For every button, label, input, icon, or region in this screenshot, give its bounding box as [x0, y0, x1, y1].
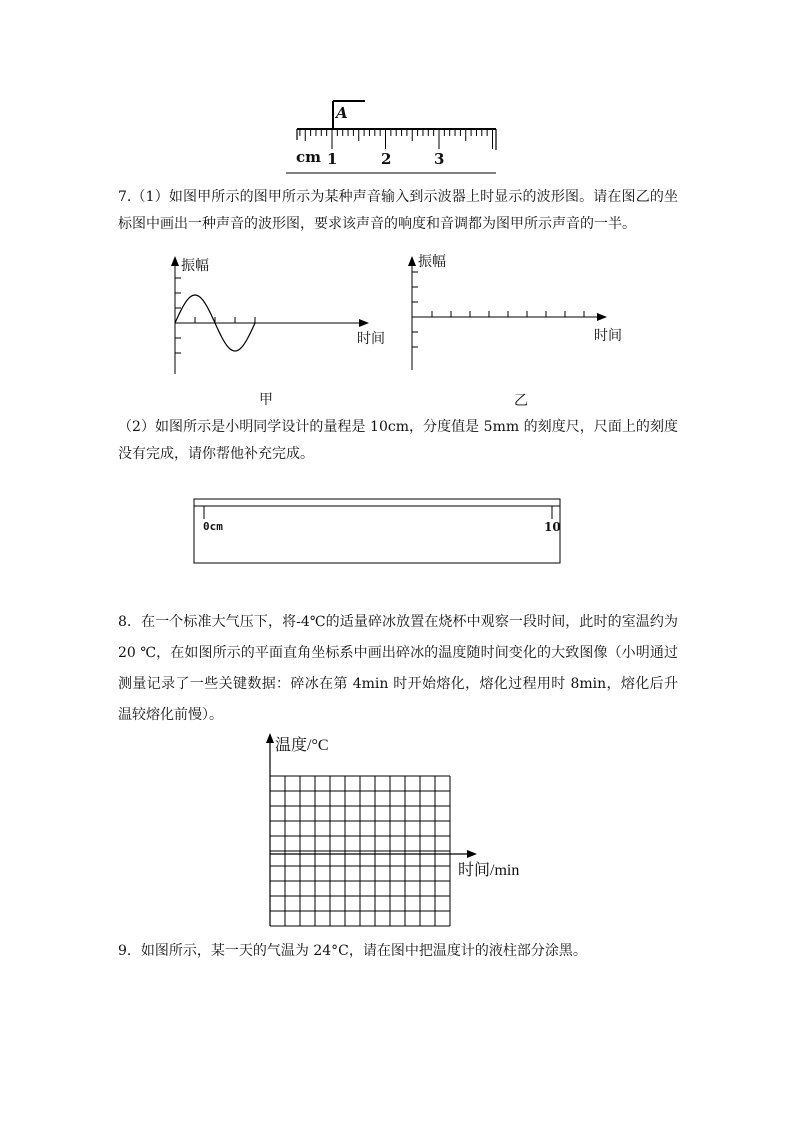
graph-b-x-label: 时间: [594, 328, 622, 344]
graph-b-svg: [0, 250, 794, 410]
graph-a-x-label: 时间: [357, 331, 385, 347]
q9-text: 9．如图所示，某一天的气温为 24°C，请在图中把温度计的液柱部分涂黑。: [118, 943, 587, 959]
ruler-figure: [0, 0, 794, 180]
ruler-unit-label: cm: [296, 148, 322, 166]
graph-b-y-arrow: [408, 256, 416, 266]
ruler-number-3: 3: [434, 150, 445, 168]
temperature-y-label: 温度/°C: [275, 737, 329, 754]
graph-b-x-arrow: [597, 313, 607, 321]
temperature-graph-svg: [0, 728, 794, 938]
ruler-figure-svg: [0, 0, 794, 180]
ruler-number-1: 1: [327, 150, 338, 168]
blank-ruler-end-label: 10: [544, 520, 561, 534]
q8-text: 8．在一个标准大气压下，将-4℃的适量碎冰放置在烧杯中观察一段时间，此时的室温约为 20 ℃，在如图所示的平面直角坐标系中画出碎冰的温度随时间变化的大致图像（小明通过测量记录了一些关键数据：碎冰在第 4min 时开始熔化，熔化过程用时 8min，熔化后升温较熔化前慢）。: [118, 614, 678, 723]
temperature-grid: [270, 776, 450, 926]
ruler-number-2: 2: [381, 150, 392, 168]
graph-b-ticks: [412, 272, 584, 347]
temperature-x-label: 时间/min: [458, 862, 520, 879]
graph-b-y-label: 振幅: [418, 254, 446, 270]
object-a-label: A: [336, 104, 348, 122]
temperature-graph: [0, 728, 794, 938]
graph-a-y-label: 振幅: [181, 258, 209, 274]
q7-part1-text: 7.（1）如图甲所示的图甲所示为某种声音输入到示波器上时显示的波形图。请在图乙的坐标图中画出一种声音的波形图，要求该声音的响度和音调都为图甲所示声音的一半。: [118, 189, 678, 232]
graph-a-caption: 甲: [259, 392, 273, 408]
blank-ruler: [0, 490, 794, 570]
blank-ruler-start-label: 0cm: [203, 520, 223, 533]
graph-b: [0, 250, 794, 410]
q7-part2-text: （2）如图所示是小明同学设计的量程是 10cm，分度值是 5mm 的刻度尺，尺面上的刻度没有完成，请你帮他补充完成。: [118, 419, 678, 462]
temperature-y-arrow: [266, 733, 274, 743]
ruler-ticks: [300, 129, 493, 149]
graph-b-caption: 乙: [514, 393, 528, 409]
blank-ruler-outline: [194, 499, 560, 563]
blank-ruler-svg: [0, 490, 794, 570]
